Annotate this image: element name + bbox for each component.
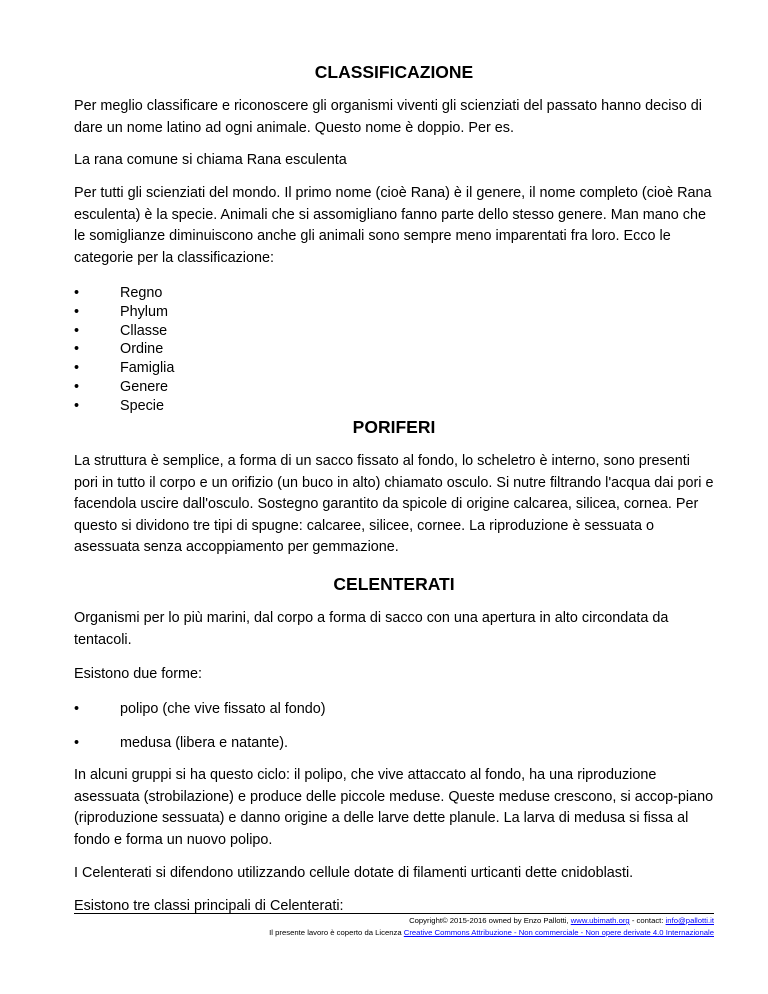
bullet: •	[74, 360, 80, 377]
site-link[interactable]: www.ubimath.org	[570, 916, 630, 925]
bullet: •	[74, 322, 80, 339]
paragraph: Per tutti gli scienziati del mondo. Il primo nome (cioè Rana) è il genere, il nome completo (cioè Rana esculenta) è la specie. Animali che si assomigliano fanno parte dello stesso genere. Man mano che le somiglianze diminuiscono anche gli animali sono sempre meno imparentati fra loro. Ecco le categorie per la classificazione:	[74, 185, 712, 266]
forms-list	[74, 700, 714, 753]
paragraph: In alcuni gruppi si ha questo ciclo: il polipo, che vive attaccato al fondo, ha una riproduzione asessuata (strobilazione) e produce delle piccole meduse. Queste meduse crescono, si accop-piano (riproduzione sessuata) e danno origine a delle larve dette planule. La larva di medusa si fissa al fondo e forma un nuovo polipo.	[74, 767, 714, 848]
license-line: Il presente lavoro è coperto da Licenza Creative Commons Attribuzione - Non commerciale - Non opere derivate 4.0 Internazionale	[269, 927, 714, 937]
heading-classificazione: CLASSIFICAZIONE	[314, 62, 474, 82]
copyright-line: Copyright© 2015-2016 owned by Enzo Pallotti, www.ubimath.org - contact: info@pallotti.it	[409, 916, 714, 925]
email-link[interactable]: info@pallotti.it	[665, 916, 714, 925]
bullet: •	[74, 701, 80, 717]
list-item: • Regno	[74, 285, 163, 301]
paragraph: Esistono tre classi principali di Celenterati:	[74, 898, 344, 914]
paragraph: La rana comune si chiama Rana esculenta	[74, 152, 347, 168]
heading-poriferi: PORIFERI	[352, 417, 436, 437]
page-footer	[74, 913, 714, 938]
heading-celenterati: CELENTERATI	[333, 574, 455, 594]
bullet: •	[74, 341, 80, 358]
bullet: •	[74, 378, 80, 395]
list-item: • Phylum	[74, 303, 168, 320]
list-item: • Cllasse	[74, 322, 168, 339]
bullet: •	[74, 285, 80, 301]
bullet: •	[74, 303, 80, 320]
list-item: • Genere	[74, 378, 168, 395]
list-item: • medusa (libera e natante).	[74, 735, 288, 751]
bullet: •	[74, 735, 80, 751]
list-item: • Specie	[74, 397, 165, 414]
paragraph: Per meglio classificare e riconoscere gli organismi viventi gli scienziati del passato hanno deciso di dare un nome latino ad ogni animale. Questo nome è doppio. Per es.	[74, 98, 702, 136]
category-list	[74, 284, 714, 416]
list-item: • Ordine	[74, 341, 164, 358]
license-link[interactable]: Creative Commons Attribuzione - Non commerciale - Non opere derivate 4.0 Internazionale	[403, 927, 714, 937]
paragraph: Esistono due forme:	[74, 666, 202, 682]
paragraph: I Celenterati si difendono utilizzando cellule dotate di filamenti urticanti dette cnidoblasti.	[74, 865, 634, 881]
list-item: • Famiglia	[74, 360, 175, 377]
bullet: •	[74, 397, 80, 414]
list-item: • polipo (che vive fissato al fondo)	[74, 701, 326, 717]
paragraph: La struttura è semplice, a forma di un sacco fissato al fondo, lo scheletro è interno, sono presenti pori in tutto il corpo e un orifizio (un buco in alto) chiamato osculo. Si nutre filtrando l'acqua dai pori e facendola uscire dall'osculo. Sostegno garantito da spicole di origine calcarea, silicea, cornea. Per questo si dividono tre tipi di spugne: calcaree, silicee, cornee. La riproduzione è sessuata o asessuata senza accoppiamento per gemmazione.	[74, 453, 714, 556]
paragraph: Organismi per lo più marini, dal corpo a forma di sacco con una apertura in alto circondata da tentacoli.	[74, 610, 669, 648]
